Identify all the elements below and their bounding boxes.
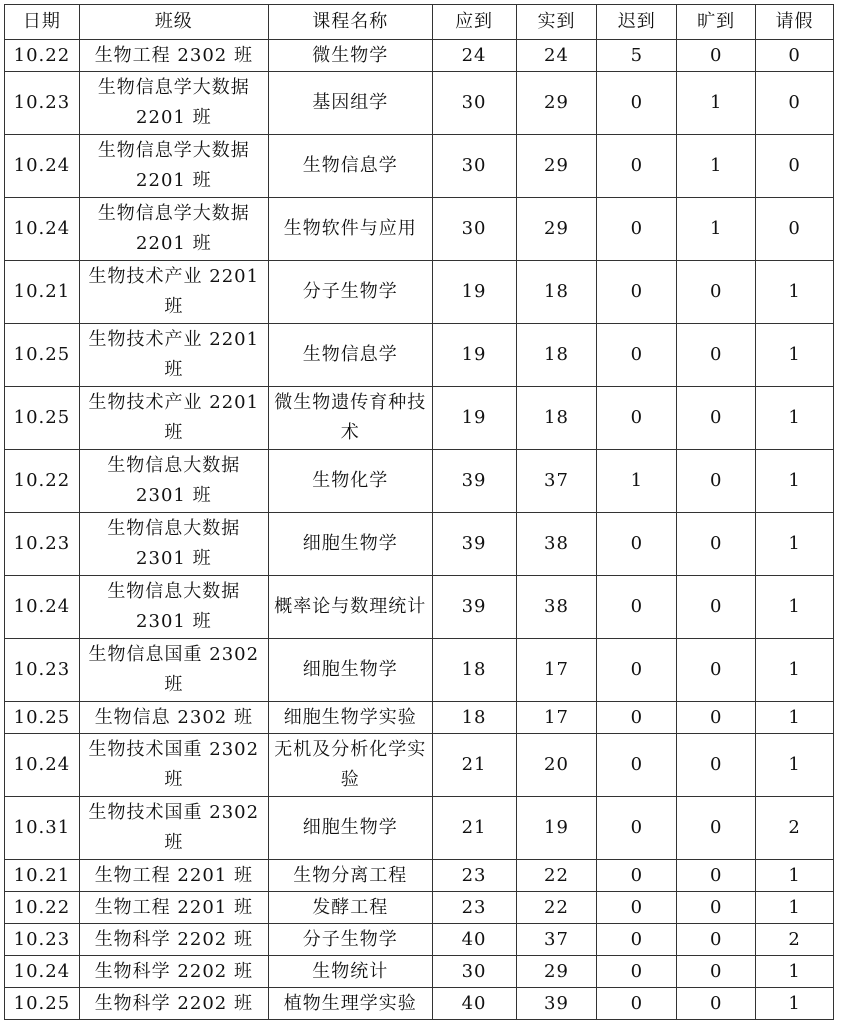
- absent-cell: 0: [677, 324, 756, 387]
- late-cell: 0: [597, 956, 677, 988]
- late-cell: 0: [597, 702, 677, 734]
- late-cell: 0: [597, 135, 677, 198]
- absent-cell: 1: [677, 135, 756, 198]
- course-cell: 无机及分析化学实验: [268, 734, 432, 797]
- table-row: [5, 324, 834, 387]
- present-cell: 17: [516, 639, 597, 702]
- absent-cell: 1: [677, 198, 756, 261]
- table-row: [5, 892, 834, 924]
- class-cell: 生物信息 2302 班: [79, 702, 268, 734]
- absent-cell: 0: [677, 734, 756, 797]
- course-cell: 生物软件与应用: [268, 198, 432, 261]
- header-row: [5, 5, 834, 40]
- table-row: [5, 797, 834, 860]
- header-late: 迟到: [597, 5, 677, 40]
- attendance-table: [4, 4, 834, 1020]
- absent-cell: 0: [677, 261, 756, 324]
- date-cell: 10.25: [5, 702, 80, 734]
- date-cell: 10.23: [5, 924, 80, 956]
- late-cell: 0: [597, 924, 677, 956]
- class-cell: 生物技术产业 2201 班: [79, 261, 268, 324]
- present-cell: 29: [516, 135, 597, 198]
- present-cell: 24: [516, 40, 597, 72]
- expected-cell: 19: [432, 261, 516, 324]
- table-row: [5, 860, 834, 892]
- date-cell: 10.24: [5, 734, 80, 797]
- absent-cell: 0: [677, 956, 756, 988]
- course-cell: 概率论与数理统计: [268, 576, 432, 639]
- leave-cell: 2: [756, 924, 834, 956]
- course-cell: 细胞生物学: [268, 639, 432, 702]
- table-row: [5, 924, 834, 956]
- absent-cell: 0: [677, 576, 756, 639]
- late-cell: 0: [597, 988, 677, 1020]
- class-cell: 生物工程 2201 班: [79, 860, 268, 892]
- date-cell: 10.25: [5, 324, 80, 387]
- expected-cell: 39: [432, 513, 516, 576]
- leave-cell: 1: [756, 513, 834, 576]
- class-cell: 生物信息学大数据 2201 班: [79, 198, 268, 261]
- late-cell: 5: [597, 40, 677, 72]
- date-cell: 10.23: [5, 639, 80, 702]
- late-cell: 0: [597, 860, 677, 892]
- course-cell: 生物统计: [268, 956, 432, 988]
- header-class: 班级: [79, 5, 268, 40]
- leave-cell: 1: [756, 450, 834, 513]
- course-cell: 微生物学: [268, 40, 432, 72]
- class-cell: 生物信息国重 2302 班: [79, 639, 268, 702]
- table-body: [5, 40, 834, 1020]
- present-cell: 29: [516, 72, 597, 135]
- date-cell: 10.24: [5, 956, 80, 988]
- date-cell: 10.24: [5, 135, 80, 198]
- late-cell: 0: [597, 261, 677, 324]
- table-row: [5, 450, 834, 513]
- leave-cell: 1: [756, 892, 834, 924]
- absent-cell: 0: [677, 892, 756, 924]
- table-row: [5, 261, 834, 324]
- expected-cell: 40: [432, 924, 516, 956]
- table-row: [5, 40, 834, 72]
- leave-cell: 2: [756, 797, 834, 860]
- leave-cell: 0: [756, 72, 834, 135]
- leave-cell: 0: [756, 40, 834, 72]
- absent-cell: 0: [677, 702, 756, 734]
- leave-cell: 1: [756, 956, 834, 988]
- date-cell: 10.23: [5, 72, 80, 135]
- table-row: [5, 72, 834, 135]
- table-row: [5, 639, 834, 702]
- absent-cell: 0: [677, 639, 756, 702]
- date-cell: 10.24: [5, 576, 80, 639]
- class-cell: 生物信息大数据 2301 班: [79, 450, 268, 513]
- table-row: [5, 198, 834, 261]
- leave-cell: 1: [756, 702, 834, 734]
- header-date: 日期: [5, 5, 80, 40]
- course-cell: 发酵工程: [268, 892, 432, 924]
- class-cell: 生物科学 2202 班: [79, 956, 268, 988]
- header-course: 课程名称: [268, 5, 432, 40]
- table-row: [5, 734, 834, 797]
- leave-cell: 1: [756, 576, 834, 639]
- class-cell: 生物技术产业 2201 班: [79, 387, 268, 450]
- late-cell: 0: [597, 734, 677, 797]
- absent-cell: 1: [677, 72, 756, 135]
- class-cell: 生物信息大数据 2301 班: [79, 513, 268, 576]
- expected-cell: 30: [432, 956, 516, 988]
- late-cell: 0: [597, 72, 677, 135]
- absent-cell: 0: [677, 513, 756, 576]
- absent-cell: 0: [677, 797, 756, 860]
- leave-cell: 0: [756, 198, 834, 261]
- expected-cell: 19: [432, 324, 516, 387]
- date-cell: 10.25: [5, 387, 80, 450]
- date-cell: 10.31: [5, 797, 80, 860]
- expected-cell: 18: [432, 702, 516, 734]
- table-row: [5, 135, 834, 198]
- present-cell: 19: [516, 797, 597, 860]
- present-cell: 39: [516, 988, 597, 1020]
- present-cell: 22: [516, 860, 597, 892]
- absent-cell: 0: [677, 988, 756, 1020]
- late-cell: 0: [597, 892, 677, 924]
- present-cell: 17: [516, 702, 597, 734]
- leave-cell: 1: [756, 734, 834, 797]
- expected-cell: 39: [432, 450, 516, 513]
- expected-cell: 23: [432, 892, 516, 924]
- present-cell: 20: [516, 734, 597, 797]
- late-cell: 0: [597, 198, 677, 261]
- absent-cell: 0: [677, 924, 756, 956]
- header-present: 实到: [516, 5, 597, 40]
- expected-cell: 24: [432, 40, 516, 72]
- class-cell: 生物技术国重 2302 班: [79, 797, 268, 860]
- table-row: [5, 702, 834, 734]
- class-cell: 生物工程 2201 班: [79, 892, 268, 924]
- expected-cell: 39: [432, 576, 516, 639]
- absent-cell: 0: [677, 40, 756, 72]
- date-cell: 10.21: [5, 261, 80, 324]
- present-cell: 38: [516, 576, 597, 639]
- present-cell: 29: [516, 956, 597, 988]
- leave-cell: 1: [756, 324, 834, 387]
- expected-cell: 30: [432, 72, 516, 135]
- present-cell: 37: [516, 924, 597, 956]
- absent-cell: 0: [677, 860, 756, 892]
- class-cell: 生物信息学大数据 2201 班: [79, 72, 268, 135]
- present-cell: 37: [516, 450, 597, 513]
- expected-cell: 23: [432, 860, 516, 892]
- late-cell: 0: [597, 639, 677, 702]
- table-row: [5, 988, 834, 1020]
- date-cell: 10.22: [5, 892, 80, 924]
- present-cell: 29: [516, 198, 597, 261]
- course-cell: 基因组学: [268, 72, 432, 135]
- absent-cell: 0: [677, 450, 756, 513]
- leave-cell: 0: [756, 135, 834, 198]
- table-row: [5, 576, 834, 639]
- leave-cell: 1: [756, 988, 834, 1020]
- course-cell: 生物信息学: [268, 324, 432, 387]
- date-cell: 10.25: [5, 988, 80, 1020]
- table-row: [5, 956, 834, 988]
- class-cell: 生物工程 2302 班: [79, 40, 268, 72]
- course-cell: 细胞生物学实验: [268, 702, 432, 734]
- expected-cell: 21: [432, 797, 516, 860]
- date-cell: 10.24: [5, 198, 80, 261]
- course-cell: 分子生物学: [268, 924, 432, 956]
- class-cell: 生物信息学大数据 2201 班: [79, 135, 268, 198]
- course-cell: 生物化学: [268, 450, 432, 513]
- class-cell: 生物科学 2202 班: [79, 988, 268, 1020]
- course-cell: 分子生物学: [268, 261, 432, 324]
- leave-cell: 1: [756, 639, 834, 702]
- late-cell: 1: [597, 450, 677, 513]
- expected-cell: 19: [432, 387, 516, 450]
- course-cell: 生物信息学: [268, 135, 432, 198]
- header-leave: 请假: [756, 5, 834, 40]
- leave-cell: 1: [756, 261, 834, 324]
- expected-cell: 30: [432, 135, 516, 198]
- course-cell: 细胞生物学: [268, 513, 432, 576]
- class-cell: 生物技术国重 2302 班: [79, 734, 268, 797]
- course-cell: 微生物遗传育种技术: [268, 387, 432, 450]
- expected-cell: 40: [432, 988, 516, 1020]
- header-expected: 应到: [432, 5, 516, 40]
- date-cell: 10.23: [5, 513, 80, 576]
- date-cell: 10.22: [5, 450, 80, 513]
- date-cell: 10.21: [5, 860, 80, 892]
- present-cell: 22: [516, 892, 597, 924]
- present-cell: 18: [516, 387, 597, 450]
- course-cell: 植物生理学实验: [268, 988, 432, 1020]
- table-row: [5, 387, 834, 450]
- leave-cell: 1: [756, 387, 834, 450]
- expected-cell: 18: [432, 639, 516, 702]
- late-cell: 0: [597, 797, 677, 860]
- late-cell: 0: [597, 513, 677, 576]
- absent-cell: 0: [677, 387, 756, 450]
- table-row: [5, 513, 834, 576]
- expected-cell: 21: [432, 734, 516, 797]
- date-cell: 10.22: [5, 40, 80, 72]
- course-cell: 生物分离工程: [268, 860, 432, 892]
- present-cell: 38: [516, 513, 597, 576]
- class-cell: 生物科学 2202 班: [79, 924, 268, 956]
- leave-cell: 1: [756, 860, 834, 892]
- class-cell: 生物信息大数据 2301 班: [79, 576, 268, 639]
- late-cell: 0: [597, 324, 677, 387]
- present-cell: 18: [516, 324, 597, 387]
- late-cell: 0: [597, 387, 677, 450]
- header-absent: 旷到: [677, 5, 756, 40]
- expected-cell: 30: [432, 198, 516, 261]
- late-cell: 0: [597, 576, 677, 639]
- course-cell: 细胞生物学: [268, 797, 432, 860]
- present-cell: 18: [516, 261, 597, 324]
- class-cell: 生物技术产业 2201 班: [79, 324, 268, 387]
